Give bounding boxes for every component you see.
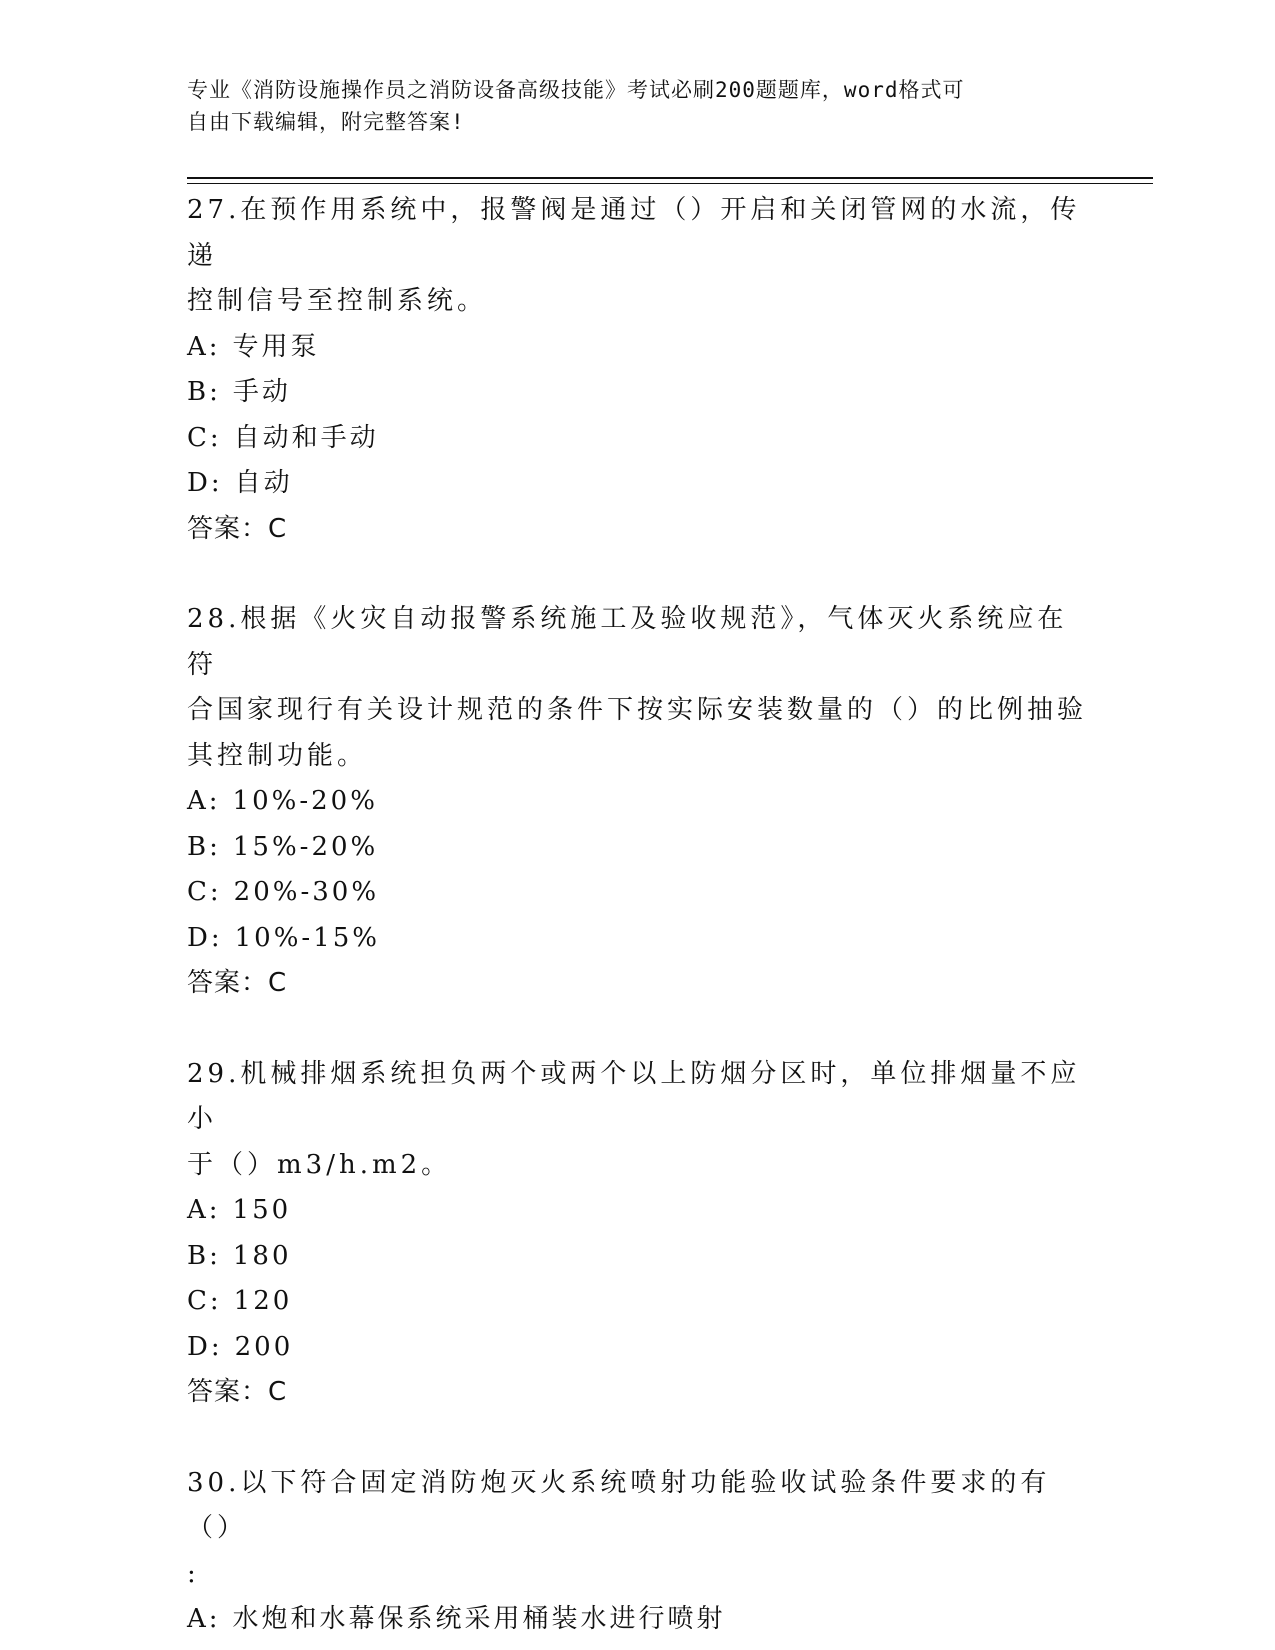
option-letter: A: xyxy=(187,786,221,816)
answer-option xyxy=(187,779,1087,825)
document-header xyxy=(187,74,1067,138)
answer-option xyxy=(187,325,1087,371)
header-divider-thin xyxy=(187,183,1153,184)
option-text: 15%-20% xyxy=(232,831,379,862)
answer-option xyxy=(187,1188,1087,1234)
answer-option xyxy=(187,825,1087,871)
option-text: 180 xyxy=(232,1240,292,1271)
question-text-line: 控制信号至控制系统。 xyxy=(187,286,488,316)
option-letter: B: xyxy=(187,831,221,862)
answer-option xyxy=(187,1234,1087,1280)
header-line-1: 专业《消防设施操作员之消防设备高级技能》考试必刷200题题库，word格式可 xyxy=(187,78,965,102)
question-list xyxy=(187,188,1087,1643)
option-letter: D: xyxy=(187,468,223,498)
option-text: 150 xyxy=(232,1195,292,1225)
option-text: 120 xyxy=(233,1286,293,1316)
option-letter: C: xyxy=(187,877,222,907)
option-letter: D: xyxy=(187,1331,223,1362)
question-text-line: 30.以下符合固定消防炮灭火系统喷射功能验收试验条件要求的有（） xyxy=(187,1467,1051,1543)
answer-option xyxy=(187,1325,1087,1371)
answer-option xyxy=(187,1279,1087,1325)
question-text-line: 其控制功能。 xyxy=(187,740,368,771)
question-block xyxy=(187,597,1087,1007)
option-letter: C: xyxy=(187,1286,222,1316)
question-text-line: 合国家现行有关设计规范的条件下按实际安装数量的（）的比例抽验 xyxy=(187,695,1088,725)
question-text-line: 于（）m3/h.m2。 xyxy=(187,1149,452,1180)
option-text: 10%-15% xyxy=(234,922,380,953)
answer-option xyxy=(187,370,1087,416)
option-text: 手动 xyxy=(232,377,291,407)
option-letter: A: xyxy=(187,1604,221,1634)
answer-option xyxy=(187,916,1087,962)
question-text-line: 28.根据《火灾自动报警系统施工及验收规范》，气体灭火系统应在符 xyxy=(187,604,1068,680)
answer-option xyxy=(187,1597,1087,1643)
question-text-line: : xyxy=(187,1558,200,1589)
question-block xyxy=(187,1461,1087,1643)
header-divider-thick xyxy=(187,177,1153,179)
option-text: 200 xyxy=(234,1331,294,1362)
header-line-2: 自由下载编辑，附完整答案! xyxy=(187,110,465,134)
option-letter: C: xyxy=(187,422,222,453)
question-block xyxy=(187,1052,1087,1416)
option-text: 自动 xyxy=(234,468,293,498)
answer-option xyxy=(187,461,1087,507)
answer-option xyxy=(187,870,1087,916)
option-text: 10%-20% xyxy=(232,786,378,816)
option-text: 20%-30% xyxy=(233,877,380,907)
answer-key: 答案：C xyxy=(187,1377,288,1407)
option-letter: B: xyxy=(187,377,221,407)
question-block xyxy=(187,188,1087,552)
option-text: 专用泵 xyxy=(232,331,320,362)
question-text-line: 29.机械排烟系统担负两个或两个以上防烟分区时，单位排烟量不应小 xyxy=(187,1058,1081,1134)
option-letter: A: xyxy=(187,1195,221,1225)
option-text: 自动和手动 xyxy=(233,422,379,453)
answer-option xyxy=(187,416,1087,462)
option-letter: B: xyxy=(187,1240,221,1271)
option-letter: D: xyxy=(187,922,223,953)
option-text: 水炮和水幕保系统采用桶装水进行喷射 xyxy=(232,1604,726,1634)
option-letter: A: xyxy=(187,331,221,362)
answer-key: 答案：C xyxy=(187,968,288,998)
answer-key: 答案：C xyxy=(187,513,288,544)
question-text-line: 27.在预作用系统中，报警阀是通过（）开启和关闭管网的水流，传递 xyxy=(187,195,1081,271)
